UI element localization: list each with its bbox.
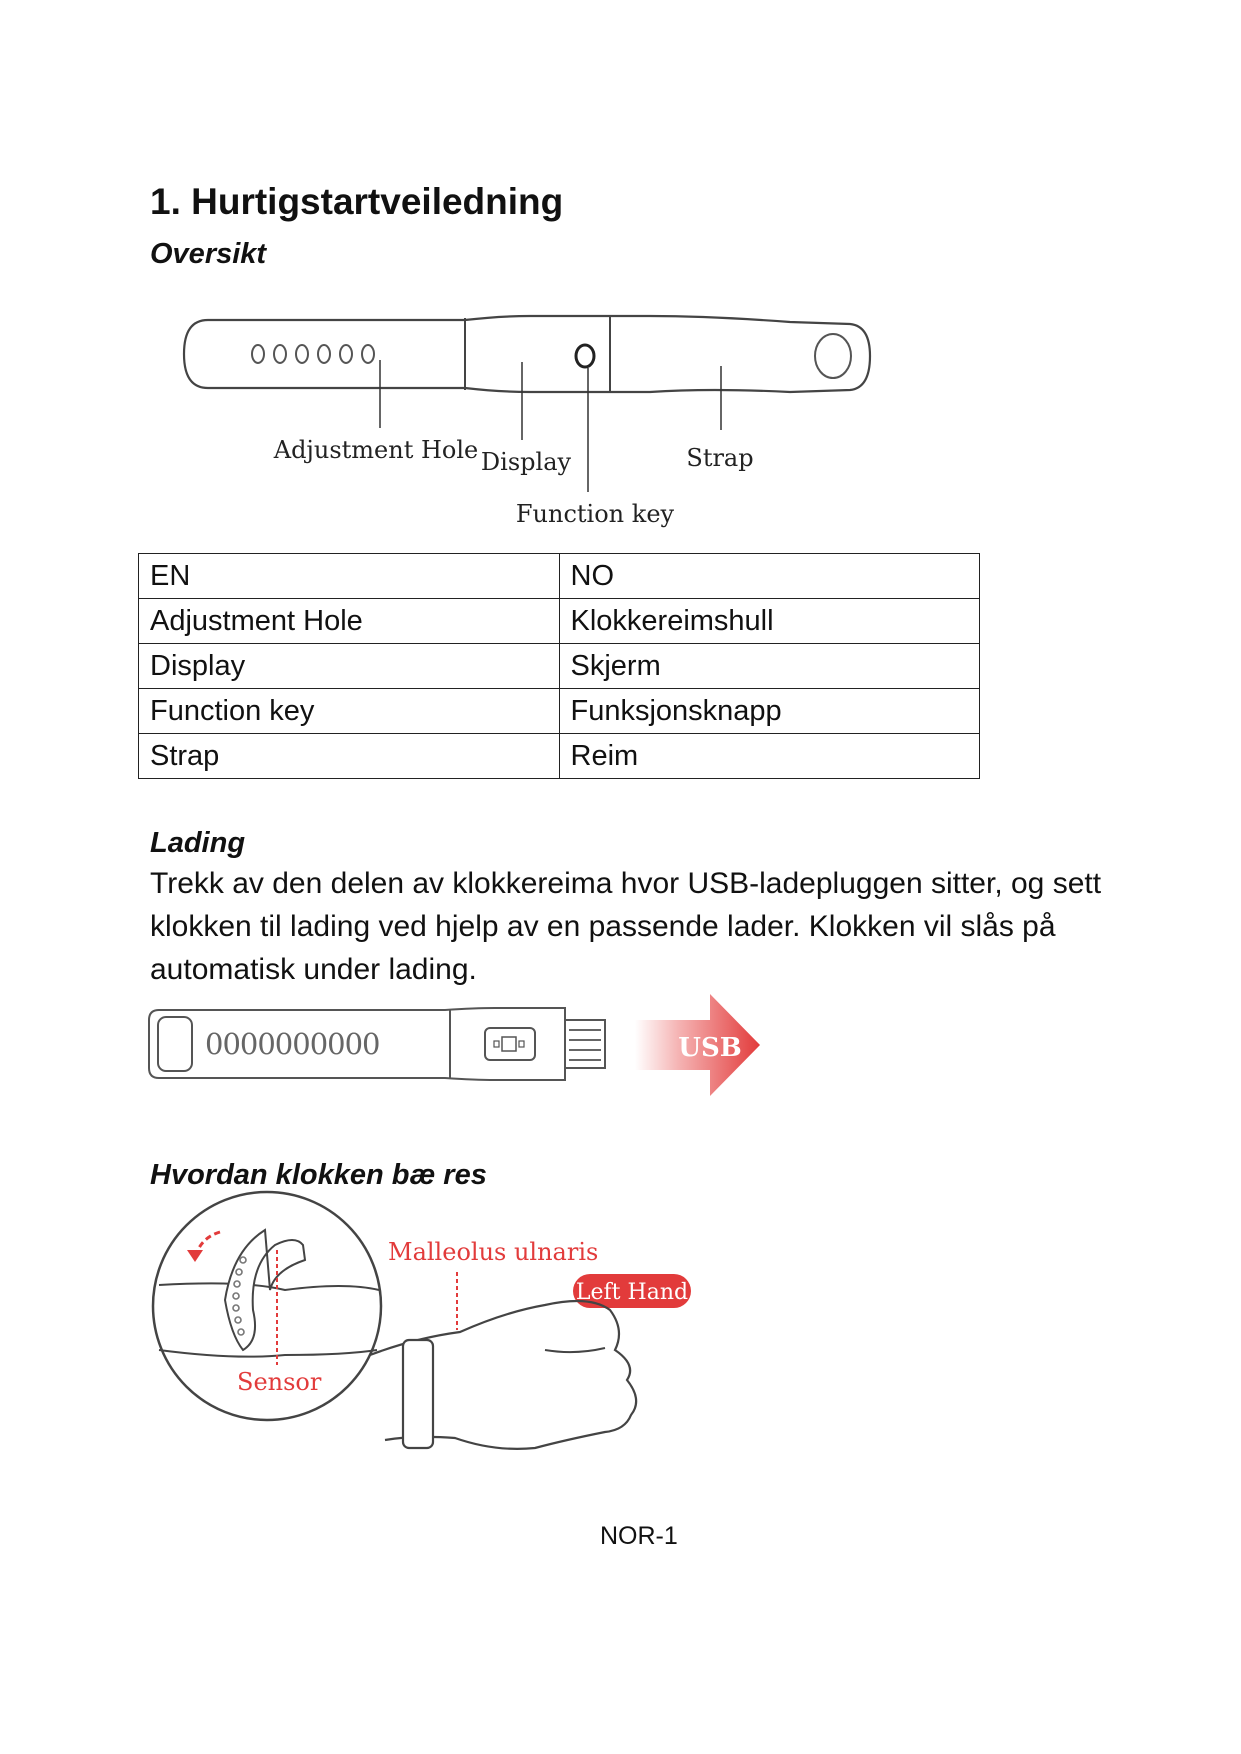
adjustment-hole-label: Adjustment Hole — [273, 436, 479, 464]
sensor-label: Sensor — [237, 1368, 322, 1396]
charging-heading: Lading — [150, 827, 246, 859]
wearing-heading: Hvordan klokken bæ res — [150, 1159, 487, 1191]
strap-label: Strap — [686, 444, 754, 472]
page-title: 1. Hurtigstartveiledning — [150, 181, 564, 222]
charging-instructions: Trekk av den delen av klokkereima hvor USB-ladepluggen sitter, og sett klokken til lading ved hjelp av en passende lader. Klokken vil slås på automatisk under lading. — [150, 867, 1102, 986]
function-key-label: Function key — [515, 500, 675, 528]
table-cell: Adjustment Hole — [139, 599, 560, 644]
table-row — [139, 689, 980, 734]
table-header-cell: EN — [139, 554, 560, 599]
table-row — [139, 644, 980, 689]
left-hand-label: Left Hand — [575, 1280, 689, 1305]
table-row — [139, 734, 980, 779]
table-cell: Strap — [139, 734, 560, 779]
display-label: Display — [480, 448, 572, 476]
table-cell: Funksjonsknapp — [559, 689, 980, 734]
usb-label: USB — [678, 1033, 742, 1063]
table-cell: Display — [139, 644, 560, 689]
charging-diagram — [145, 990, 805, 1125]
table-row — [139, 599, 980, 644]
table-header-row — [139, 554, 980, 599]
wearing-diagram — [145, 1190, 705, 1500]
translation-table — [138, 553, 980, 779]
adjustment-holes-text: 0000000000 — [205, 1027, 380, 1061]
table-cell: Reim — [559, 734, 980, 779]
table-cell: Klokkereimshull — [559, 599, 980, 644]
table-cell: Function key — [139, 689, 560, 734]
table-cell: Skjerm — [559, 644, 980, 689]
malleolus-label: Malleolus ulnaris — [388, 1238, 599, 1266]
table-header-cell: NO — [559, 554, 980, 599]
page-number: NOR-1 — [600, 1522, 678, 1550]
overview-heading: Oversikt — [150, 238, 267, 270]
band-overview-diagram — [170, 300, 890, 545]
band-on-wrist — [403, 1340, 433, 1448]
